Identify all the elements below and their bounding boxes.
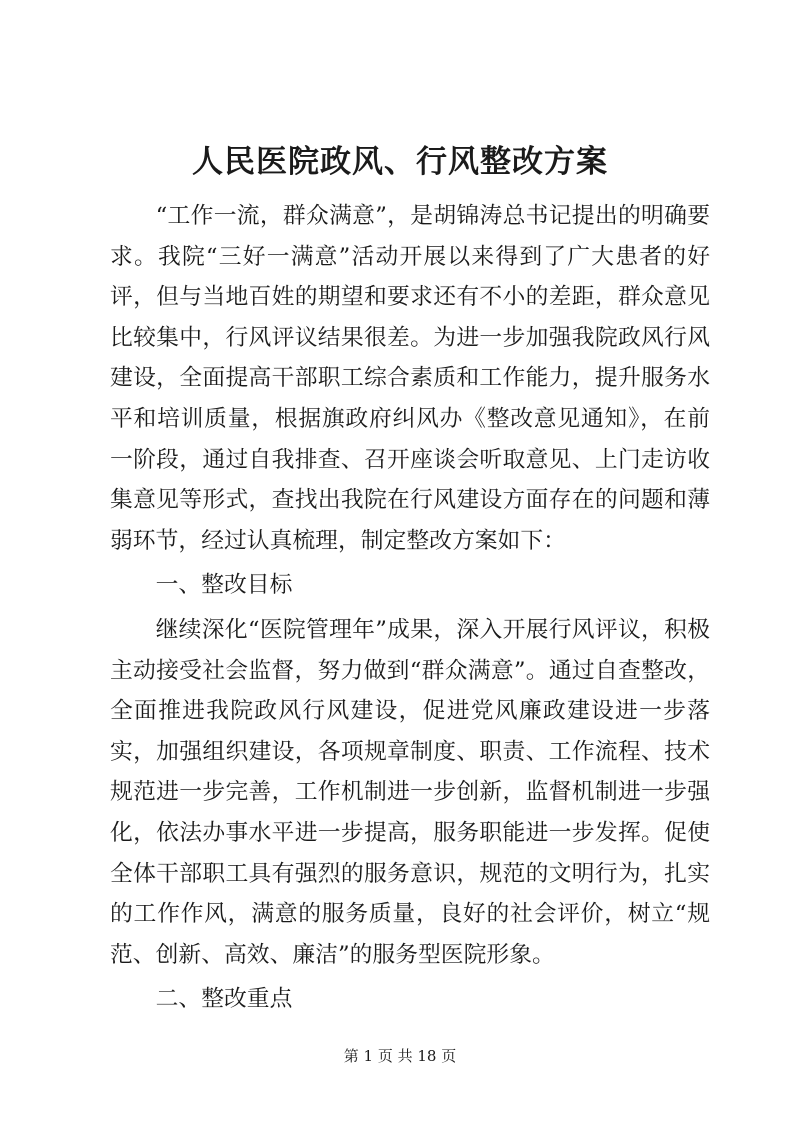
section-heading-focus: 二、整改重点 — [155, 986, 293, 1013]
intro-paragraph: “工作一流，群众满意”，是胡锦涛总书记提出的明确要求。我院“三好一满意”活动开展以来得到了广大患者的好评，但与当地百姓的期望和要求还有不小的差距，群众意见比较集中，行风评议结果很差。为进一步加强我院政风行风建设，全面提高干部职工综合素质和工作能力，提升服务水平和培训质量，根据旗政府纠风办《整改意见通知》，在前一阶段，通过自我排查、召开座谈会听取意见、上门走访收集意见等形式，查找出我院在行风建设方面存在的问题和薄弱环节，经过认真梳理，制定整改方案如下： — [110, 203, 710, 554]
page-number-footer: 第 1 页 共 18 页 — [343, 1047, 457, 1065]
section-heading-goals: 一、整改目标 — [155, 572, 293, 599]
document-title: 人民医院政风、行风整改方案 — [192, 144, 608, 180]
document-body — [110, 196, 710, 1024]
goals-paragraph: 继续深化“医院管理年”成果，深入开展行风评议，积极主动接受社会监督，努力做到“群众满意”。通过自查整改，全面推进我院政风行风建设，促进党风廉政建设进一步落实，加强组织建设，各项规章制度、职责、工作流程、技术规范进一步完善，工作机制进一步创新，监督机制进一步强化，依法办事水平进一步提高，服务职能进一步发挥。促使全体干部职工具有强烈的服务意识，规范的文明行为，扎实的工作作风，满意的服务质量，良好的社会评价，树立“规范、创新、高效、廉洁”的服务型医院形象。 — [110, 616, 710, 968]
